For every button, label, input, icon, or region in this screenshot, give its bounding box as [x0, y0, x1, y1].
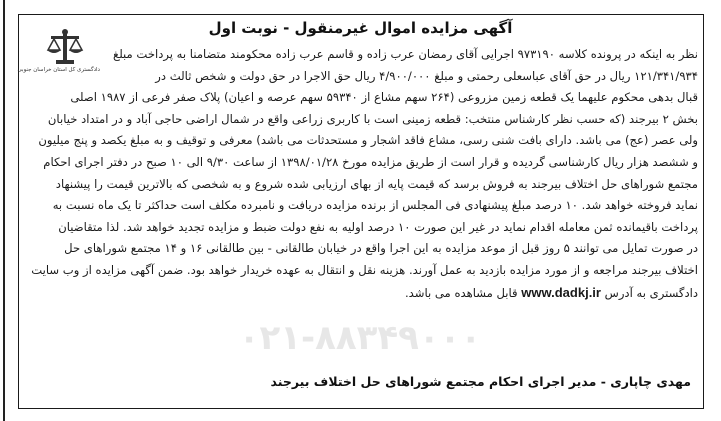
- body-line-last: [28, 282, 698, 305]
- signature: مهدی چاپاری - مدیر اجرای احکام مجتمع شوراهای حل اختلاف بیرجند: [270, 374, 691, 389]
- logo-caption: دادگستری کل استان خراسان جنوبی: [17, 67, 100, 73]
- body-line: نظر به اینکه در پرونده کلاسه ۹۷۳۱۹۰ اجرایی آقای رمضان عرب زاده و قاسم عرب زاده محکومند متضامنا به پرداخت مبلغ: [113, 47, 698, 61]
- body-line: پرداخت باقیمانده ثمن معامله اقدام نماید در غیر این صورت ۱۰ درصد اولیه به نفع دولت ضبط و مزایده تجدید خواهد شد. لذا متقاضیان: [58, 219, 698, 234]
- body-line: ولی عصر (عج) می باشد. دارای بافت شنی رسی، مشاع فاقد اشجار و مستحدثات می باشد) معرفی و توقیف و به مبلغ یکصد و پنج میلیون: [38, 133, 698, 148]
- last-line-suffix: قابل مشاهده می باشد.: [404, 285, 518, 300]
- body-line: نماید فروخته خواهد شد. ۱۰ درصد مبلغ پیشنهادی فی المجلس از برنده مزایده دریافت و نامبرده مکلف است حداکثر تا یک ماه نسبت به: [52, 198, 698, 213]
- body-line: ۱۲۱/۳۴۱/۹۳۴ ریال در حق آقای عباسعلی رحمتی و مبلغ ۴/۹۰۰/۰۰۰ ریال حق الاجرا در حق دولت و شخص ثالث در: [155, 68, 698, 83]
- last-line-prefix: دادگستری به آدرس: [604, 285, 698, 300]
- notice-title: آگهی مزایده اموال غیرمنقول - نوبت اول: [208, 19, 513, 37]
- body-line: در صورت تمایل می توانند ۵ روز قبل از موعد مزایده به این اجرا واقع در خیابان طالقانی - بین طالقانی ۱۶ و ۱۴ مجتمع شوراهای حل: [64, 241, 698, 256]
- website-link[interactable]: www.dadkj.ir: [521, 284, 601, 300]
- body-line: اختلاف بیرجند مراجعه و از مورد مزایده بازدید به عمل آورند. هزینه نقل و انتقال به عهده خریدار خواهد بود. ضمن آگهی مزایده از وب سایت: [31, 262, 698, 277]
- notice-body: [17, 44, 698, 304]
- body-line: مجتمع شوراهای حل اختلاف بیرجند به فروش برسد که قیمت پایه از بهای ارزیابی شده شروع و به شخصی که بالاترین قیمت را پیشنهاد: [55, 176, 698, 191]
- body-line: بخش ۲ بیرجند (که حسب نظر کارشناس منتخب: قطعه زمینی است با کاربری زراعی واقع در شمال اراضی حاجی آباد و در امتداد خیابان: [47, 111, 698, 126]
- body-line: قبال بدهی محکوم علیهما یک قطعه زمین مزروعی (۲۶۴ سهم مشاع از ۵۹۳۴۰ سهم عرصه و اعیان) پلاک صفر فرعی از ۱۹۸۷ اصلی: [70, 90, 698, 105]
- phone-watermark: ۰۲۱-۸۸۳۴۹۰۰۰: [238, 318, 482, 358]
- body-line: و ششصد هزار ریال کارشناسی گردیده و قرار است از طریق مزایده مورخ ۱۳۹۸/۰۱/۲۸ از ساعت ۹/۳۰ الی ۱۰ صبح در دفتر اجرای احکام: [43, 154, 698, 169]
- page-edge-rule: [3, 0, 5, 421]
